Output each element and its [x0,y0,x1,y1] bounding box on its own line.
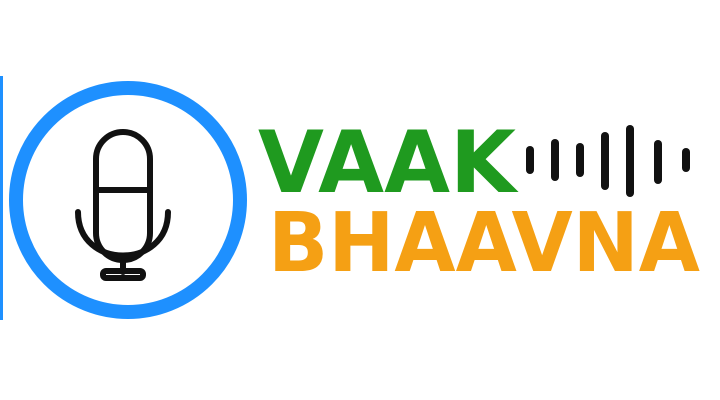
logo-word-top: VAAK [258,113,520,213]
sound-wave-icon [530,129,686,193]
mic-capsule [96,132,150,260]
mic-holder [78,212,168,256]
logo-word-bottom: BHAAVNA [268,196,701,291]
microphone-icon [78,132,168,278]
